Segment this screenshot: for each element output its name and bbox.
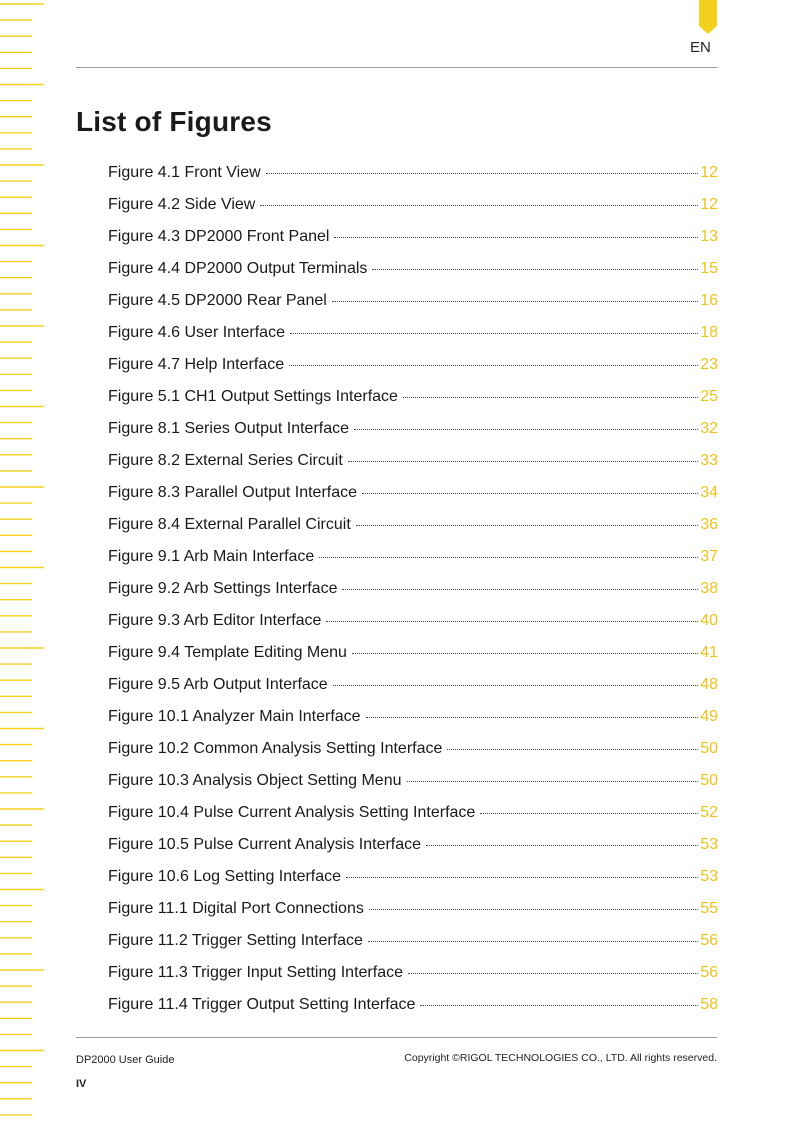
figure-list [108, 164, 718, 1028]
toc-leader-dots [348, 461, 698, 462]
toc-entry-page[interactable]: 50 [700, 772, 718, 789]
toc-entry[interactable] [108, 196, 718, 228]
toc-entry[interactable] [108, 644, 718, 676]
toc-entry-page[interactable]: 55 [700, 900, 718, 917]
toc-entry-label: Figure 4.7 Help Interface [108, 356, 285, 373]
toc-entry-label: Figure 4.5 DP2000 Rear Panel [108, 292, 327, 309]
toc-entry[interactable] [108, 484, 718, 516]
toc-entry[interactable] [108, 900, 718, 932]
toc-entry[interactable] [108, 260, 718, 292]
toc-entry-page[interactable]: 37 [700, 548, 718, 565]
toc-entry-label: Figure 11.1 Digital Port Connections [108, 900, 364, 917]
toc-leader-dots [447, 749, 698, 750]
toc-entry[interactable] [108, 996, 718, 1028]
toc-entry[interactable] [108, 548, 718, 580]
toc-leader-dots [260, 205, 698, 206]
toc-entry-label: Figure 11.2 Trigger Setting Interface [108, 932, 363, 949]
toc-leader-dots [369, 909, 698, 910]
toc-entry[interactable] [108, 932, 718, 964]
toc-entry-page[interactable]: 48 [700, 676, 718, 693]
toc-entry[interactable] [108, 292, 718, 324]
toc-entry-page[interactable]: 41 [700, 644, 718, 661]
toc-leader-dots [407, 781, 699, 782]
toc-entry-page[interactable]: 50 [700, 740, 718, 757]
toc-leader-dots [372, 269, 698, 270]
language-label: EN [690, 39, 711, 56]
toc-entry-label: Figure 10.3 Analysis Object Setting Menu [108, 772, 402, 789]
footer-copyright: Copyright ©RIGOL TECHNOLOGIES CO., LTD. All rights reserved. [404, 1052, 717, 1064]
toc-entry-label: Figure 5.1 CH1 Output Settings Interface [108, 388, 398, 405]
toc-entry-label: Figure 8.3 Parallel Output Interface [108, 484, 358, 501]
toc-entry-label: Figure 4.2 Side View [108, 196, 256, 213]
toc-entry[interactable] [108, 772, 718, 804]
toc-entry-label: Figure 4.1 Front View [108, 164, 261, 181]
toc-leader-dots [356, 525, 698, 526]
footer-guide-name: DP2000 User Guide [76, 1054, 175, 1066]
toc-entry[interactable] [108, 740, 718, 772]
toc-entry-label: Figure 11.3 Trigger Input Setting Interface [108, 964, 403, 981]
toc-entry[interactable] [108, 868, 718, 900]
toc-entry[interactable] [108, 228, 718, 260]
toc-entry-page[interactable]: 12 [700, 164, 718, 181]
page-number: IV [76, 1078, 87, 1090]
toc-entry-label: Figure 10.5 Pulse Current Analysis Interface [108, 836, 422, 853]
toc-entry-page[interactable]: 40 [700, 612, 718, 629]
toc-entry-page[interactable]: 16 [700, 292, 718, 309]
toc-entry[interactable] [108, 420, 718, 452]
toc-leader-dots [420, 1005, 698, 1006]
toc-entry-page[interactable]: 18 [700, 324, 718, 341]
toc-entry-label: Figure 8.2 External Series Circuit [108, 452, 343, 469]
toc-entry-page[interactable]: 53 [700, 868, 718, 885]
toc-entry-label: Figure 10.2 Common Analysis Setting Interface [108, 740, 443, 757]
toc-entry-page[interactable]: 38 [700, 580, 718, 597]
toc-entry-label: Figure 10.1 Analyzer Main Interface [108, 708, 361, 725]
toc-leader-dots [426, 845, 698, 846]
toc-entry-label: Figure 10.6 Log Setting Interface [108, 868, 342, 885]
toc-leader-dots [403, 397, 698, 398]
toc-leader-dots [408, 973, 698, 974]
page-title: List of Figures [76, 106, 272, 137]
toc-entry-page[interactable]: 36 [700, 516, 718, 533]
toc-entry[interactable] [108, 676, 718, 708]
toc-leader-dots [342, 589, 698, 590]
toc-entry-label: Figure 4.3 DP2000 Front Panel [108, 228, 330, 245]
toc-entry-page[interactable]: 49 [700, 708, 718, 725]
toc-leader-dots [332, 301, 698, 302]
toc-entry-label: Figure 9.1 Arb Main Interface [108, 548, 315, 565]
toc-entry-page[interactable]: 33 [700, 452, 718, 469]
toc-leader-dots [334, 237, 698, 238]
toc-entry-page[interactable]: 23 [700, 356, 718, 373]
toc-entry[interactable] [108, 356, 718, 388]
toc-entry[interactable] [108, 452, 718, 484]
toc-leader-dots [352, 653, 698, 654]
toc-entry[interactable] [108, 516, 718, 548]
toc-leader-dots [480, 813, 698, 814]
toc-leader-dots [266, 173, 699, 174]
toc-entry-label: Figure 4.6 User Interface [108, 324, 285, 341]
toc-entry-label: Figure 8.1 Series Output Interface [108, 420, 350, 437]
toc-entry[interactable] [108, 388, 718, 420]
toc-entry[interactable] [108, 324, 718, 356]
footer-divider [76, 1037, 717, 1038]
toc-entry-page[interactable]: 56 [700, 932, 718, 949]
language-tab-marker [699, 0, 717, 34]
toc-leader-dots [289, 365, 698, 366]
toc-entry-label: Figure 10.4 Pulse Current Analysis Setting Interface [108, 804, 476, 821]
toc-entry-page[interactable]: 15 [700, 260, 718, 277]
toc-entry[interactable] [108, 836, 718, 868]
toc-entry-label: Figure 8.4 External Parallel Circuit [108, 516, 351, 533]
toc-leader-dots [346, 877, 698, 878]
toc-entry-page[interactable]: 52 [700, 804, 718, 821]
toc-entry[interactable] [108, 580, 718, 612]
toc-entry[interactable] [108, 164, 718, 196]
toc-entry-label: Figure 4.4 DP2000 Output Terminals [108, 260, 368, 277]
side-ruler-decoration [0, 0, 48, 1122]
toc-entry-page[interactable]: 13 [700, 228, 718, 245]
toc-entry[interactable] [108, 964, 718, 996]
toc-entry-label: Figure 9.3 Arb Editor Interface [108, 612, 322, 629]
toc-entry-page[interactable]: 58 [700, 996, 718, 1013]
toc-entry-page[interactable]: 34 [700, 484, 718, 501]
toc-entry-label: Figure 11.4 Trigger Output Setting Interface [108, 996, 416, 1013]
toc-leader-dots [319, 557, 698, 558]
toc-entry[interactable] [108, 612, 718, 644]
toc-entry-page[interactable]: 32 [700, 420, 718, 437]
toc-leader-dots [362, 493, 698, 494]
toc-entry-label: Figure 9.4 Template Editing Menu [108, 644, 347, 661]
toc-leader-dots [333, 685, 699, 686]
toc-entry-page[interactable]: 53 [700, 836, 718, 853]
toc-entry[interactable] [108, 708, 718, 740]
toc-entry[interactable] [108, 804, 718, 836]
toc-leader-dots [368, 941, 698, 942]
toc-entry-label: Figure 9.2 Arb Settings Interface [108, 580, 338, 597]
toc-entry-page[interactable]: 12 [700, 196, 718, 213]
toc-entry-page[interactable]: 56 [700, 964, 718, 981]
header-divider [76, 67, 717, 68]
toc-leader-dots [326, 621, 698, 622]
toc-entry-page[interactable]: 25 [700, 388, 718, 405]
toc-entry-label: Figure 9.5 Arb Output Interface [108, 676, 328, 693]
toc-leader-dots [354, 429, 698, 430]
toc-leader-dots [290, 333, 698, 334]
toc-leader-dots [366, 717, 699, 718]
